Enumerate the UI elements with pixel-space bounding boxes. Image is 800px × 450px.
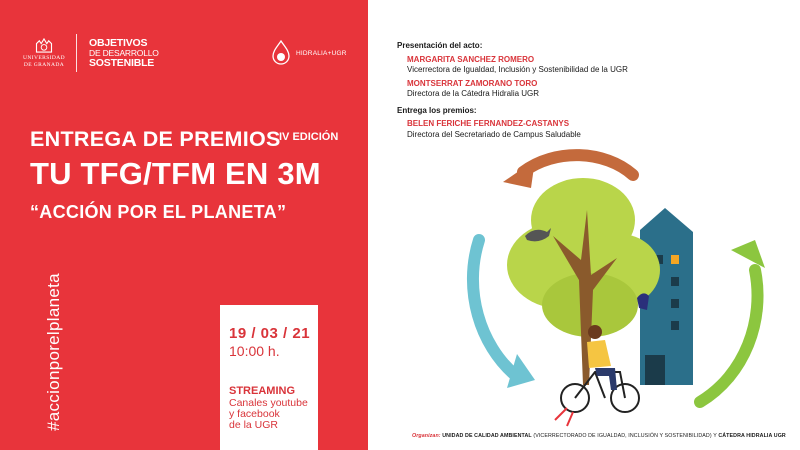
logo-divider: [76, 34, 77, 72]
presenter-name: MONTSERRAT ZAMORANO TORO: [407, 78, 538, 88]
ods-line1: OBJETIVOS: [89, 37, 148, 49]
organizers-footer: [412, 433, 786, 439]
event-label: ENTREGA DE PREMIOS: [30, 127, 281, 151]
streaming-line1: Canales youtube: [229, 397, 308, 409]
organizers-unit: UNIDAD DE CALIDAD AMBIENTAL: [442, 433, 532, 439]
streaming-line2: y facebook: [229, 408, 280, 420]
event-title: TU TFG/TFM EN 3M: [30, 156, 321, 191]
edition-label: IV EDICIÓN: [279, 131, 339, 143]
event-time: 10:00 h.: [229, 343, 280, 359]
university-logo: [23, 38, 65, 68]
red-panel: [0, 0, 368, 450]
university-name-line1: UNIVERSIDAD: [23, 55, 65, 61]
streaming-line3: de la UGR: [229, 419, 279, 431]
logo-row: [23, 34, 159, 72]
ods-logo: [89, 38, 159, 68]
date-box: [220, 305, 318, 450]
sustainability-illustration: [455, 140, 775, 430]
streaming-label: STREAMING: [229, 385, 295, 397]
presenter-role: Directora de la Cátedra Hidralia UGR: [407, 89, 540, 98]
organizers-catedra: CÁTEDRA HIDRALIA UGR: [718, 433, 786, 439]
ods-line2: DE DESARROLLO: [89, 47, 159, 58]
presenter-name: MARGARITA SANCHEZ ROMERO: [407, 54, 535, 64]
ods-line3: SOSTENIBLE: [89, 56, 155, 69]
cyclist-icon: [555, 325, 639, 426]
event-subtitle: “ACCIÓN POR EL PLANETA”: [30, 202, 287, 222]
awards-heading: Entrega los premios:: [397, 105, 477, 115]
university-crest-icon: [33, 38, 55, 53]
tree-icon: [507, 178, 660, 385]
catedra-logo-text: HIDRALIA+UGR: [296, 49, 347, 57]
hidralia-drop-icon: [268, 40, 294, 66]
organizers-label: Organizan:: [412, 433, 441, 439]
event-date: 19 / 03 / 21: [229, 325, 311, 342]
hashtag: #accionporelplaneta: [44, 273, 63, 431]
presenter-role: Vicerrectora de Igualdad, Inclusión y Sostenibilidad de la UGR: [407, 65, 628, 74]
university-name-line2: DE GRANADA: [23, 61, 65, 68]
award-presenter-role: Directora del Secretariado de Campus Saludable: [407, 129, 581, 139]
presentation-heading: Presentación del acto:: [397, 41, 483, 50]
catedra-logo: [268, 40, 347, 66]
organizers-and: Y: [713, 433, 717, 439]
organizers-vice: (VICERRECTORADO DE IGUALDAD, INCLUSIÓN Y SOSTENIBILIDAD): [533, 433, 712, 439]
program-info: [397, 41, 628, 140]
award-presenter-name: BELEN FERICHE FERNANDEZ-CASTANYS: [407, 119, 570, 128]
